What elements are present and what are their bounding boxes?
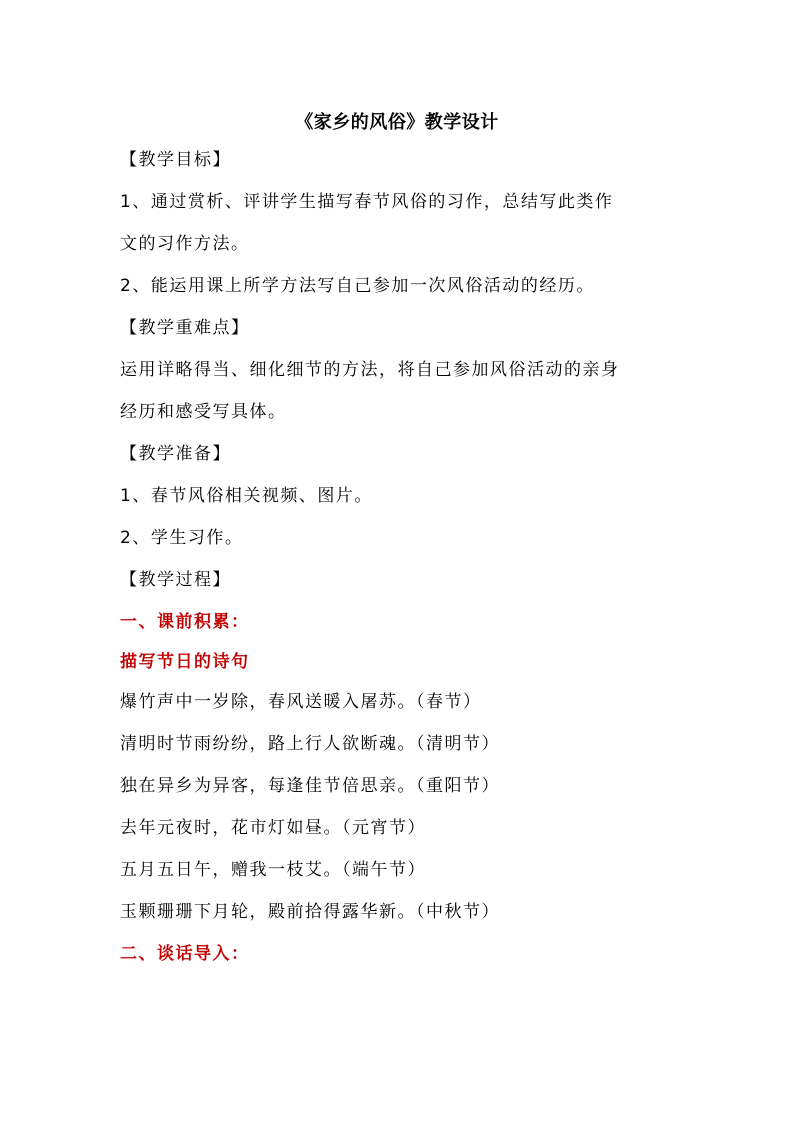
- text-line: 文的习作方法。: [120, 234, 250, 254]
- poem-line: 爆竹声中一岁除，春风送暖入屠苏。（春节）: [120, 692, 482, 712]
- text-line: 1、春节风俗相关视频、图片。: [120, 486, 373, 506]
- text-line: 1、通过赏析、评讲学生描写春节风俗的习作，总结写此类作: [120, 192, 614, 212]
- text-line: 【教学目标】: [120, 150, 231, 170]
- section-subheading: 描写节日的诗句: [120, 652, 250, 672]
- poem-line: 独在异乡为异客，每逢佳节倍思亲。（重阳节）: [120, 776, 500, 796]
- document-title: 《家乡的风俗》教学设计: [295, 112, 499, 133]
- text-line: 2、学生习作。: [120, 528, 244, 548]
- poem-line: 去年元夜时，花市灯如昼。（元宵节）: [120, 818, 426, 838]
- poem-line: 五月五日午，赠我一枝艾。（端午节）: [120, 860, 426, 880]
- section-heading: 二、谈话导入：: [120, 944, 250, 964]
- text-line: 2、能运用课上所学方法写自己参加一次风俗活动的经历。: [120, 276, 595, 296]
- section-heading: 一、课前积累：: [120, 612, 250, 632]
- text-line: 运用详略得当、细化细节的方法，将自己参加风俗活动的亲身: [120, 360, 620, 380]
- text-line: 【教学准备】: [120, 444, 231, 464]
- poem-line: 玉颗珊珊下月轮，殿前拾得露华新。（中秋节）: [120, 902, 500, 922]
- text-line: 【教学过程】: [120, 570, 231, 590]
- poem-line: 清明时节雨纷纷，路上行人欲断魂。（清明节）: [120, 734, 500, 754]
- text-line: 经历和感受写具体。: [120, 402, 287, 422]
- text-line: 【教学重难点】: [120, 318, 250, 338]
